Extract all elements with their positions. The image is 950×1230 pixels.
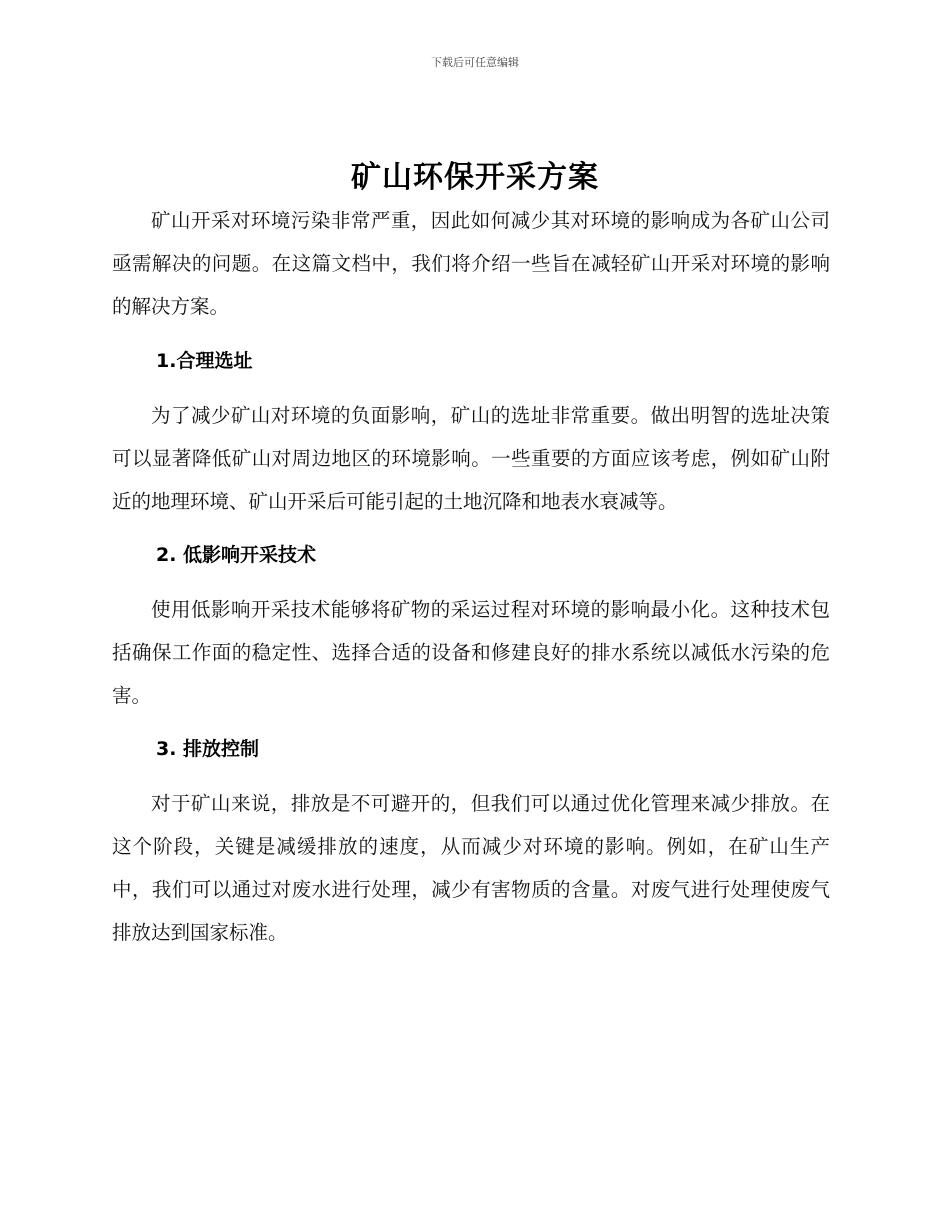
document-body xyxy=(112,199,830,954)
section-body-site-selection: 为了减少矿山对环境的负面影响，矿山的选址非常重要。做出明智的选址决策可以显著降低矿山对周边地区的环境影响。一些重要的方面应该考虑，例如矿山附近的地理环境、矿山开采后可能引起的土地沉降和地表水衰减等。 xyxy=(112,404,830,513)
header-note: 下载后可任意编辑 xyxy=(431,56,519,69)
intro-paragraph: 矿山开采对环境污染非常严重，因此如何减少其对环境的影响成为各矿山公司亟需解决的问题。在这篇文档中，我们将介绍一些旨在减轻矿山开采对环境的影响的解决方案。 xyxy=(112,209,830,318)
section-heading-emission-control: 3. 排放控制 xyxy=(156,738,260,760)
section-body-emission-control: 对于矿山来说，排放是不可避开的，但我们可以通过优化管理来减少排放。在这个阶段，关键是减缓排放的速度，从而减少对环境的影响。例如，在矿山生产中，我们可以通过对废水进行处理，减少有害物质的含量。对废气进行处理使废气排放达到国家标准。 xyxy=(112,792,830,944)
page-title: 矿山环保开采方案 xyxy=(351,160,599,195)
section-heading-site-selection: 1.合理选址 xyxy=(156,350,253,372)
section-body-low-impact-mining: 使用低影响开采技术能够将矿物的采运过程对环境的影响最小化。这种技术包括确保工作面的稳定性、选择合适的设备和修建良好的排水系统以减低水污染的危害。 xyxy=(112,598,830,707)
section-heading-low-impact-mining: 2. 低影响开采技术 xyxy=(156,544,317,566)
